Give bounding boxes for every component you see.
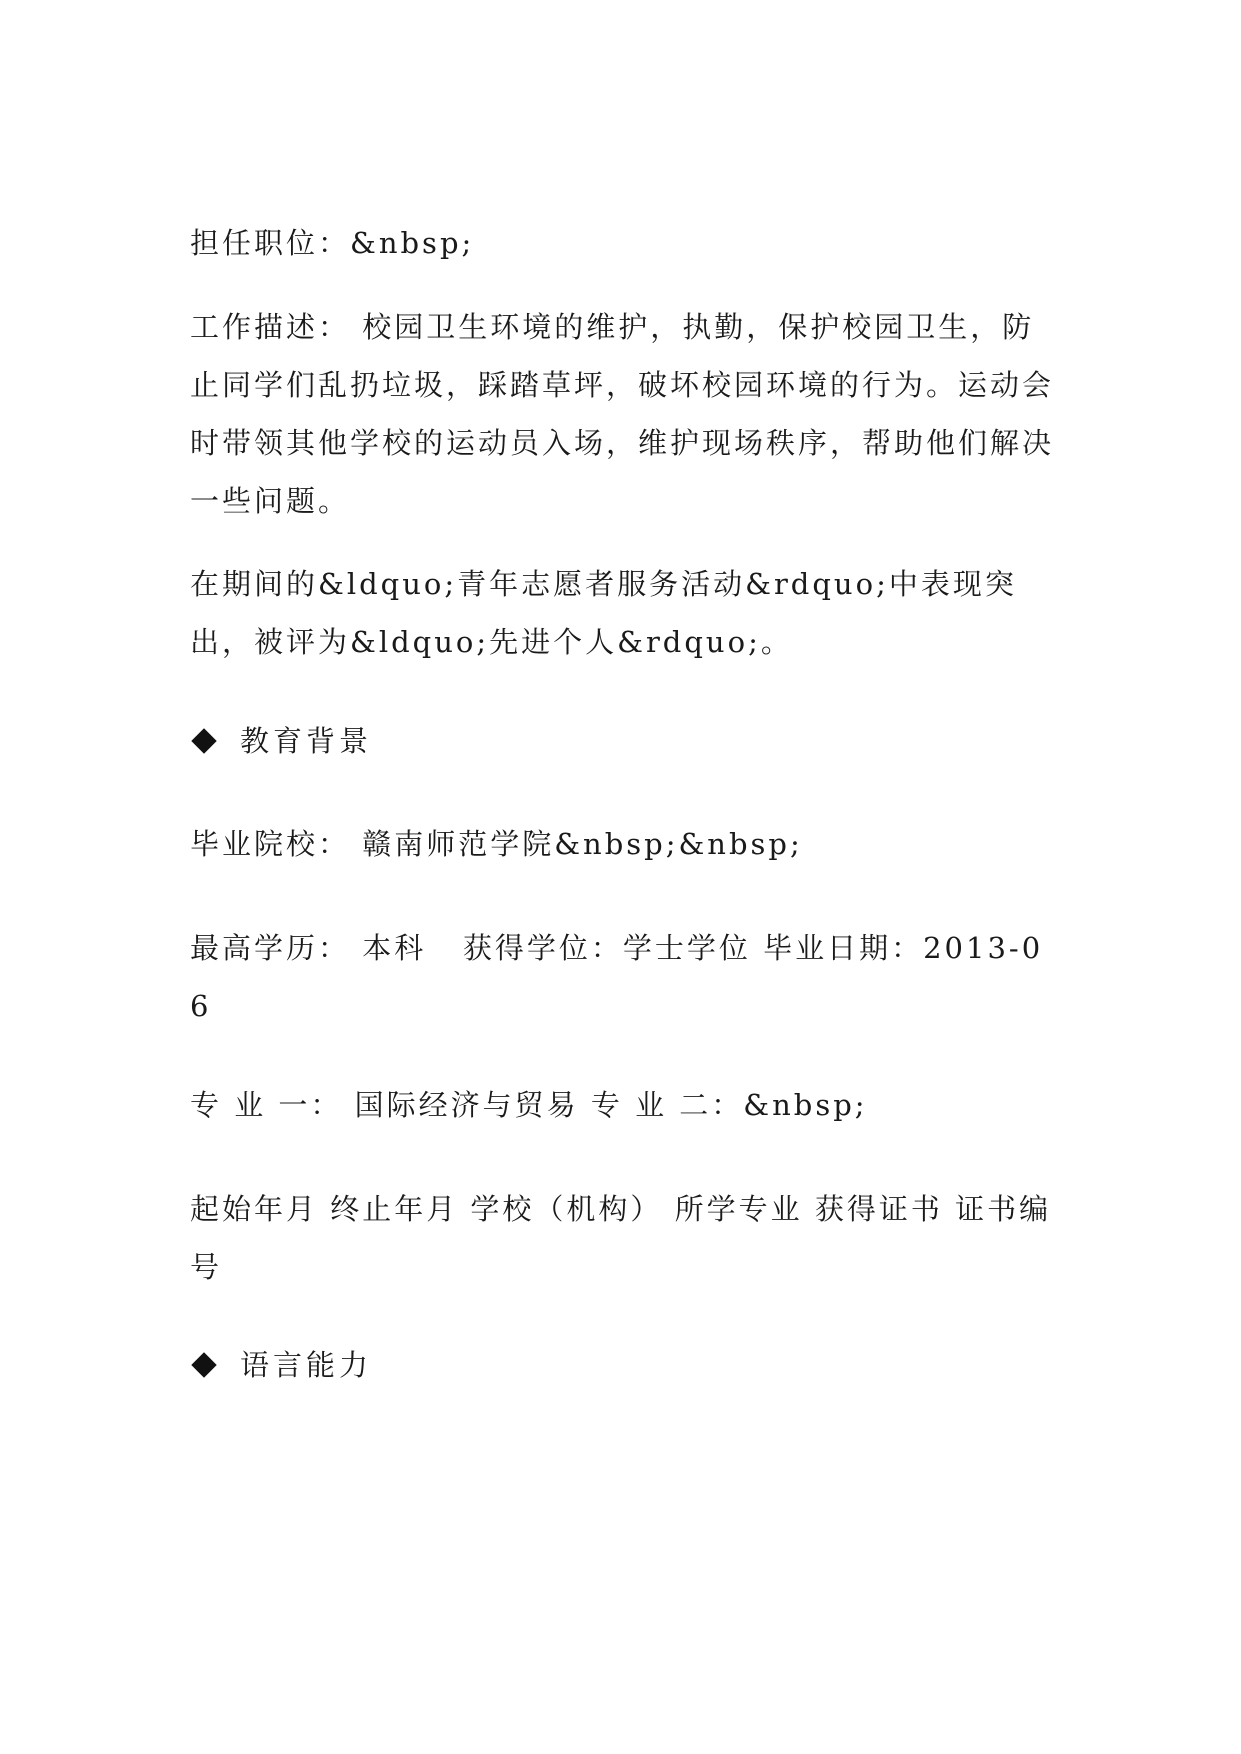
work-description: 工作描述： 校园卫生环境的维护，执勤，保护校园卫生，防止同学们乱扔垃圾，踩踏草坪，破坏校园环境的行为。运动会时带领其他学校的运动员入场，维护现场秩序，帮助他们解决一些问题。 <box>190 310 1055 518</box>
language-heading <box>190 1336 372 1394</box>
award-paragraph: 在期间的&ldquo;青年志愿者服务活动&rdquo;中表现突出，被评为&ldquo;先进个人&rdquo;。 <box>190 567 1017 659</box>
education-table-header: 起始年月 终止年月 学校（机构） 所学专业 获得证书 证书编号 <box>190 1192 1052 1284</box>
graduation-school: 毕业院校： 赣南师范学院&nbsp;&nbsp; <box>190 827 803 861</box>
language-heading-label: 语言能力 <box>240 1348 373 1382</box>
position-line: 担任职位：&nbsp; <box>190 226 475 260</box>
degree-line: 最高学历： 本科 获得学位：学士学位 毕业日期：2013-06 <box>190 931 1044 1023</box>
education-heading-label: 教育背景 <box>240 724 373 758</box>
majors-line: 专 业 一： 国际经济与贸易 专 业 二：&nbsp; <box>190 1088 868 1122</box>
diamond-bullet-icon <box>191 1352 216 1377</box>
diamond-bullet-icon <box>191 728 216 753</box>
education-heading <box>190 712 372 770</box>
